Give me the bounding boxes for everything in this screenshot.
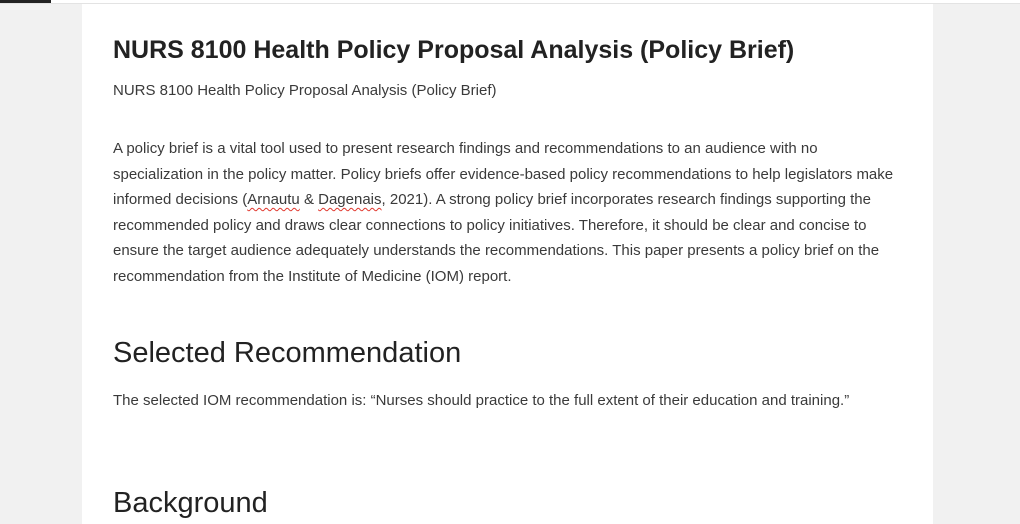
citation-author-arnautu: Arnautu [247,191,300,209]
intro-text-part1: A policy brief is a vital tool used to present research findings and recommendations to an audience with no specialization in the policy matter. Policy briefs offer evidence-based policy recommendations to help legislators make informed decisions ( [113,140,894,209]
recommendation-paragraph: The selected IOM recommendation is: “Nurses should practice to the full extent of their education and training.” [113,392,850,409]
section-heading-selected-recommendation: Selected Recommendation [113,337,462,369]
intro-paragraph [113,136,903,290]
citation-ampersand: & [299,191,319,209]
top-bar-active-tab[interactable] [0,0,51,3]
citation-author-dagenais: Dagenais [318,191,382,209]
scrollbar-track[interactable] [1012,4,1020,524]
section-heading-background: Background [113,487,268,519]
subtitle: NURS 8100 Health Policy Proposal Analysis (Policy Brief) [113,82,497,99]
page-title: NURS 8100 Health Policy Proposal Analysis (Policy Brief) [113,36,795,64]
intro-text-part2: , 2021). A strong policy brief incorporates research findings supporting the recommended policy and draws clear connections to policy initiatives. Therefore, it should be clear and concise to ensure the target audience adequately understands the recommendations. This paper presents a policy brief on the recommendation from the Institute of Medicine (IOM) report. [113,191,880,285]
article-card [82,4,933,524]
